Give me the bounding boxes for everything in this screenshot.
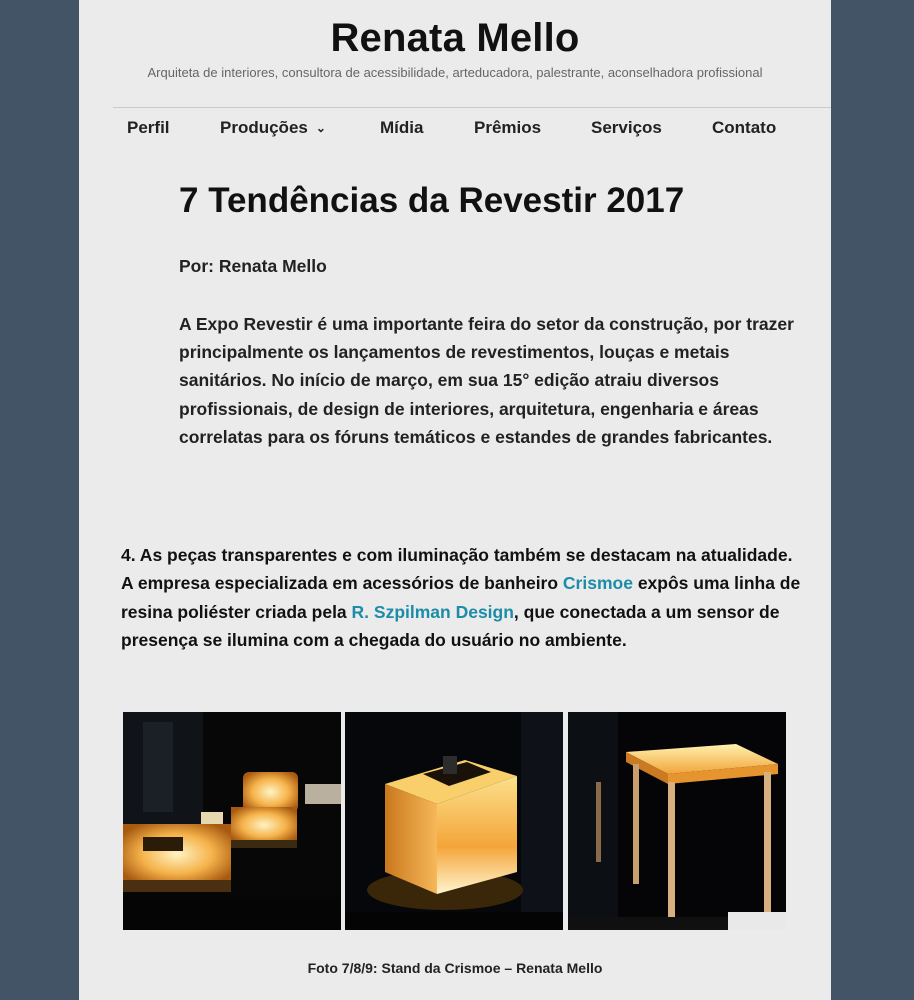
page-content xyxy=(79,0,831,1000)
post-point-4 xyxy=(121,541,801,654)
photo-caption: Foto 7/8/9: Stand da Crismoe – Renata Mello xyxy=(307,960,603,976)
post-intro: A Expo Revestir é uma importante feira do setor da construção, por trazer principalmente os lançamentos de revestimentos, louças e metais sanitários. No início de março, em sua 15° edição atraiu diversos profissionais, de design de interiores, arquitetura, engenharia e áreas correlatas para os fóruns temáticos e estandes de grandes fabricantes. xyxy=(179,314,794,447)
nav-item-label: Contato xyxy=(712,118,777,137)
nav-item-label: Perfil xyxy=(127,118,170,137)
header-divider xyxy=(113,107,831,108)
nav-item-midia[interactable] xyxy=(380,118,423,138)
site-description: Arquiteta de interiores, consultora de acessibilidade, arteducadora, palestrante, aconselhadora profissional xyxy=(147,65,763,80)
nav-item-servicos[interactable] xyxy=(591,118,662,138)
nav-item-label: Serviços xyxy=(591,118,662,137)
nav-item-label: Mídia xyxy=(380,118,424,137)
nav-item-perfil[interactable] xyxy=(127,118,170,138)
nav-item-contato[interactable] xyxy=(712,118,776,138)
photo-resin-container xyxy=(345,712,563,930)
photo-resin-table xyxy=(568,712,786,930)
chevron-down-icon[interactable]: ⌄ xyxy=(315,121,326,135)
nav-item-label: Prêmios xyxy=(474,118,542,137)
post-byline: Por: Renata Mello xyxy=(179,256,327,276)
crismoe-link[interactable]: Crismoe xyxy=(562,573,633,594)
szpilman-design-link[interactable]: R. Szpilman Design xyxy=(351,601,514,622)
point-text: , que conectada a um sensor de presença se ilumina com a chegada do usuário no ambiente. xyxy=(121,601,780,650)
point-text: 4. As peças transparentes e com iluminação também se destacam na atualidade. A empresa especializada em acessórios de banheiro xyxy=(121,545,793,594)
nav-item-producoes[interactable] xyxy=(220,118,326,138)
post-title: 7 Tendências da Revestir 2017 xyxy=(179,181,685,220)
nav-item-label: Produções xyxy=(220,118,308,137)
photo-resin-accessories xyxy=(123,712,341,930)
site-title[interactable]: Renata Mello xyxy=(330,16,580,60)
nav-item-premios[interactable] xyxy=(474,118,541,138)
point-text: expôs uma linha de resina poliéster criada pela xyxy=(121,573,801,622)
